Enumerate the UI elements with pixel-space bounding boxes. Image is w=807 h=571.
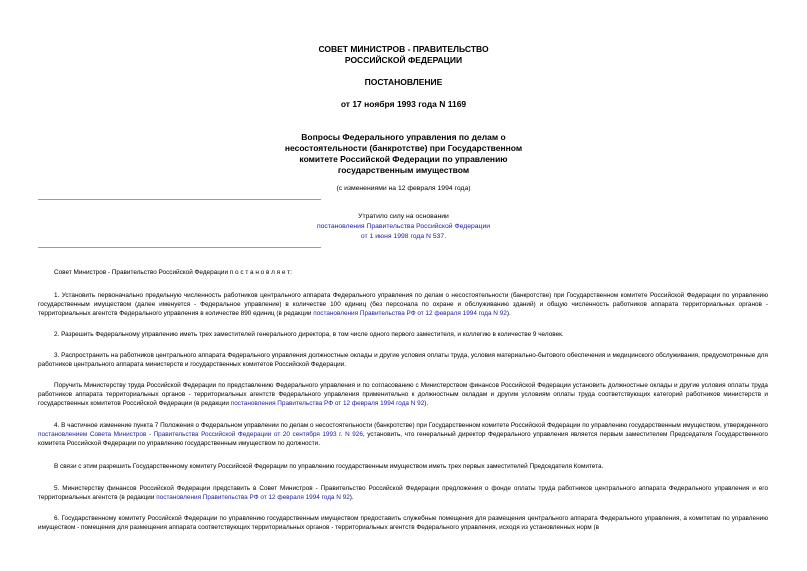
title-line-2: несостоятельности (банкротстве) при Государственном	[284, 143, 523, 153]
paragraph-5-link[interactable]: постановлением Совета Министров - Правительства Российской Федерации от 20 сентября 1993 г. N 926	[38, 431, 363, 438]
paragraph-3-text: 3. Распространить на работников центрального аппарата Федерального управления должностные оклады и другие условия оплаты труда, условия материально-бытового обеспечения и медицинского обслуживания, предусмотренные для работников центрального аппарата министерств и государственных комитетов Российской Федерации.	[38, 352, 768, 368]
paragraph-7	[38, 484, 768, 502]
status-link-line-2	[0, 232, 807, 241]
title-line-1: Вопросы Федерального управления по делам о	[301, 132, 506, 142]
title-line-4: государственным имуществом	[337, 165, 470, 175]
amendments-note: (с изменениями на 12 февраля 1994 года)	[336, 185, 471, 192]
paragraph-1-link[interactable]: постановления Правительства РФ от 12 февраля 1994 года N 92	[313, 310, 507, 317]
title-line-3: комитете Российской Федерации по управлению	[299, 154, 508, 164]
repeal-decree-date-link[interactable]: от 1 июня 1998 года N 537	[360, 233, 445, 240]
issuer-line-1: СОВЕТ МИНИСТРОВ - ПРАВИТЕЛЬСТВО	[318, 44, 489, 54]
paragraph-5-text: 4. В частичное изменение пункта 7 Положения о Федеральном управлении по делам о несостоятельности (банкротстве) при Государственном комитете Российской Федерации по управлению государственным имуществом, утвержденного	[54, 422, 768, 429]
paragraph-4-text: Поручить Министерству труда Российской Федерации по представлению Федерального управления и по согласованию с Министерством финансов Российской Федерации установить должностные оклады и другие условия оплаты труда работников аппарата территориальных органов - территориальных агентств Федерального управления применительно к должностным окладам и другим условиям оплаты труда соответствующих категорий работников министерств и государственных комитетов Российской Федерации (в редакции	[38, 382, 768, 407]
paragraph-7-link[interactable]: постановления Правительства РФ от 12 февраля 1994 года N 92	[156, 494, 350, 501]
divider-bottom	[38, 247, 321, 248]
paragraph-1-end: ).	[506, 310, 511, 317]
paragraph-4	[38, 381, 768, 408]
document-type: ПОСТАНОВЛЕНИЕ	[364, 77, 443, 87]
paragraph-7-text: 5. Министерству финансов Российской Федерации представить в Совет Министров - Правительство Российской Федерации предложения о фонде оплаты труда работников центрального аппарата Федерального управления и его территориальных агентств (в редакции	[38, 485, 768, 501]
paragraph-6	[38, 462, 768, 471]
paragraph-1-text: 1. Установить первоначально предельную численность работников центрального аппарата Федерального управления по делам о несостоятельности (банкротстве) при Государственном комитете Российской Федерации по управлению государственным имуществом (далее именуется - Федеральное управление) в количестве 100 единиц (без персонала по охране и обслуживанию зданий) и общую численность работников аппарата территориальных органов - территориальных агентств Федерального управления в количестве 890 единиц (в редакции	[38, 292, 768, 317]
paragraph-8	[38, 514, 768, 562]
paragraph-7-end: ).	[349, 494, 354, 501]
status-end: .	[444, 233, 447, 240]
paragraph-8-text: 6. Государственному комитету Российской Федерации по управлению государственным имуществом предоставить служебные помещения для размещения центрального аппарата Федерального управления, а комитетам по управлению имуществом - помещения для размещения аппарата соответствующих территориальных органов - территориальных агентств Федерального управления, исходя из установленных норм (в	[38, 515, 768, 531]
paragraph-5	[38, 421, 768, 448]
paragraph-2	[38, 330, 768, 339]
paragraph-6-text: В связи с этим разрешить Государственному комитету Российской Федерации по управлению государственным имуществом иметь трех первых заместителей Председателя Комитета.	[54, 463, 604, 470]
paragraph-2-text: 2. Разрешить Федеральному управлению иметь трех заместителей генерального директора, в том числе одного первого заместителя, и коллегию в количестве 9 человек.	[54, 331, 564, 338]
paragraph-4-end: ).	[424, 400, 429, 407]
status-line: Утратило силу на основании	[358, 213, 449, 220]
divider-top	[38, 199, 321, 200]
repeal-decree-link[interactable]: постановления Правительства Российской Федерации	[316, 223, 491, 230]
issuer-line-2: РОССИЙСКОЙ ФЕДЕРАЦИИ	[344, 55, 463, 65]
document-date-number: от 17 ноября 1993 года N 1169	[340, 99, 467, 109]
preamble	[38, 268, 768, 277]
status-link-line-1	[0, 222, 807, 231]
paragraph-4-link[interactable]: постановления Правительства РФ от 12 февраля 1994 года N 92	[230, 400, 425, 407]
paragraph-5-text-cont: , установить, что генеральный директор Федерального управления является первым заместителем Председателя Государственного комитета Российской Федерации по управлению государственным имуществом по должности.	[38, 431, 768, 447]
paragraph-3	[38, 351, 768, 369]
preamble-text: Совет Министров - Правительство Российской Федерации п о с т а н о в л я е т:	[54, 269, 292, 276]
paragraph-1	[38, 291, 768, 318]
